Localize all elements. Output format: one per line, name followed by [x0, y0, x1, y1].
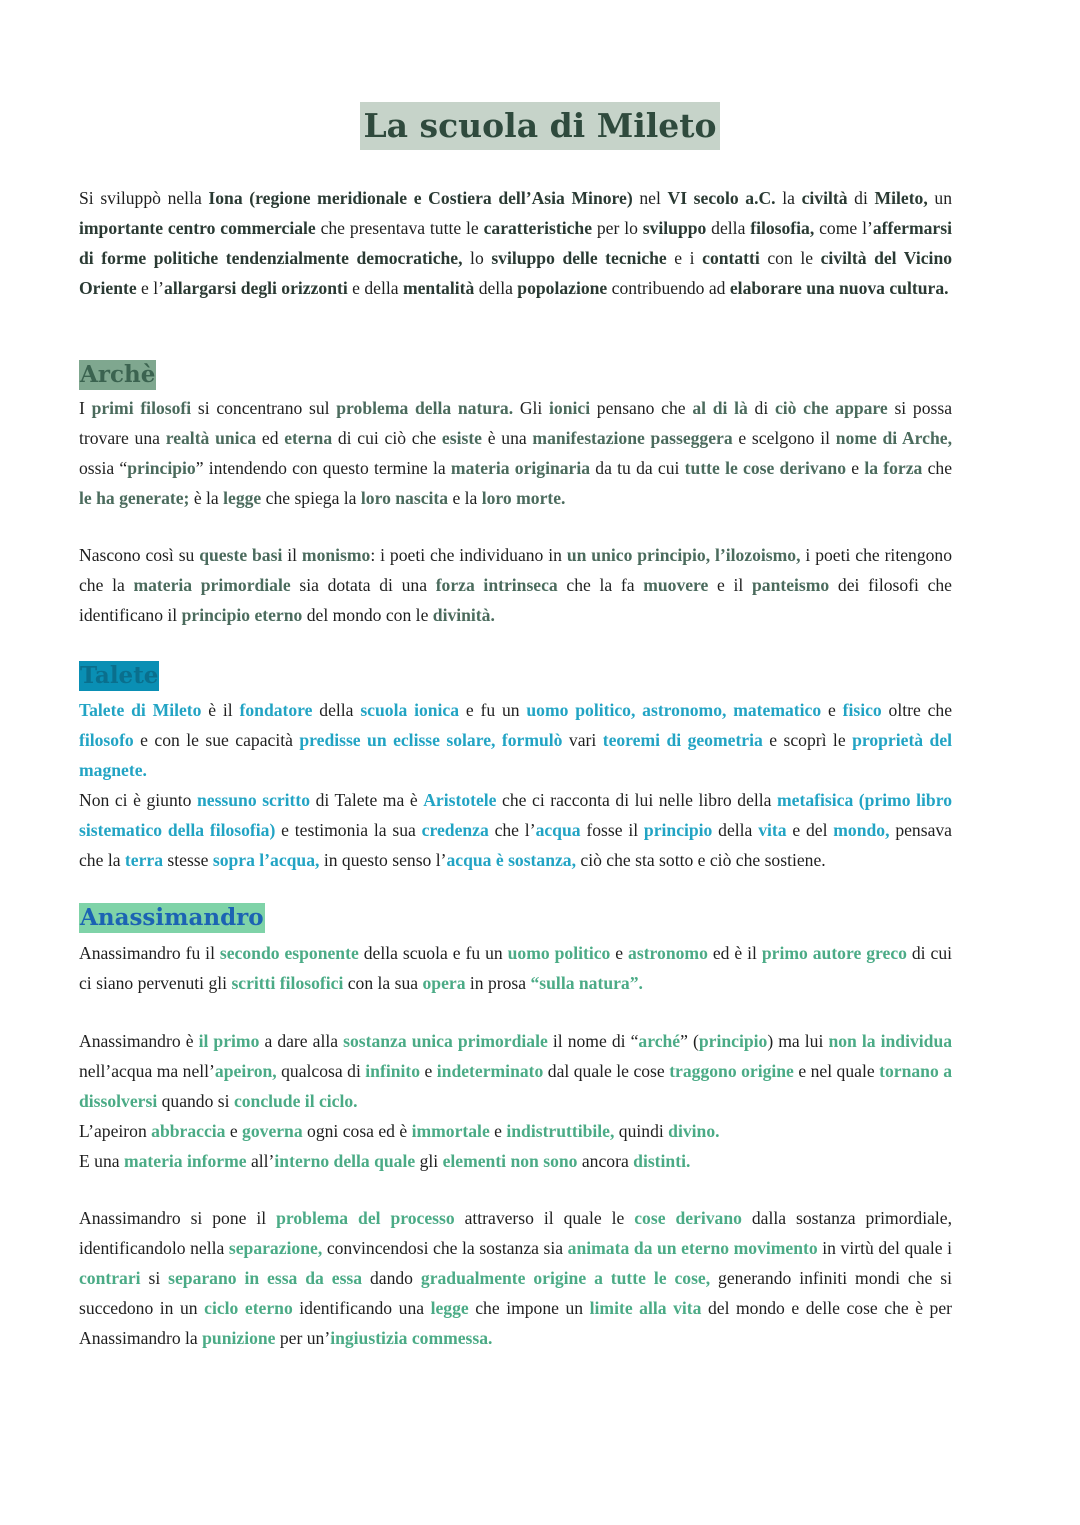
highlighted-term: acqua [535, 820, 581, 840]
text-run: : i poeti che individuano in [370, 545, 567, 565]
text-run: ) ma lui [767, 1031, 829, 1051]
highlighted-term: opera [422, 973, 466, 993]
highlighted-term: caratteristiche [483, 218, 593, 238]
highlighted-term: non la individua [828, 1031, 953, 1051]
highlighted-term: materia primordiale [133, 575, 291, 595]
text-run: che [922, 458, 953, 478]
highlighted-term: proprietà del magnete. [79, 730, 953, 780]
text-run: della [706, 218, 751, 238]
highlighted-term: nome di Arche, [835, 428, 952, 448]
text-run: Gli [513, 398, 550, 418]
highlighted-term: tornano a dissolversi [79, 1061, 952, 1111]
text-run: di cui ci siano pervenuti gli [79, 943, 953, 993]
text-run: e [489, 1121, 507, 1141]
text-run: e della [347, 278, 403, 298]
text-run: è una [481, 428, 533, 448]
highlighted-term: uomo politico, astronomo, matematico [526, 700, 822, 720]
arche-section-2 [79, 540, 952, 630]
text-run: di Talete ma è [310, 790, 424, 810]
text-run: a dare alla [259, 1031, 344, 1051]
text-run: quindi [614, 1121, 669, 1141]
text-run: di [847, 188, 875, 208]
text-run: che impone un [468, 1298, 590, 1318]
highlighted-term: sviluppo [642, 218, 707, 238]
text-run: si [140, 1268, 169, 1288]
highlighted-term: infinito [365, 1061, 421, 1081]
text-run: quando si [157, 1091, 234, 1111]
text-run: ogni cosa ed è [302, 1121, 412, 1141]
highlighted-term: realtà unica [165, 428, 257, 448]
text-run: e [821, 700, 843, 720]
highlighted-term: principio [698, 1031, 768, 1051]
highlighted-term: importante centro commerciale [79, 218, 316, 238]
text-run: in questo senso l’ [319, 850, 447, 870]
highlighted-term: teoremi di geometria [602, 730, 763, 750]
text-run: L’apeiron [79, 1121, 152, 1141]
highlighted-term: governa [242, 1121, 303, 1141]
text-run: ed è il [707, 943, 762, 963]
text-run: il [282, 545, 302, 565]
anassimandro-paragraph-2 [79, 1026, 952, 1116]
highlighted-term: divino. [668, 1121, 720, 1141]
text-run: con le [759, 248, 821, 268]
text-run: si possa trovare una [79, 398, 953, 448]
text-run: della [474, 278, 518, 298]
text-run: da tu da cui [590, 458, 685, 478]
highlighted-term: VI secolo a.C. [667, 188, 776, 208]
highlighted-term: elementi non sono [442, 1151, 578, 1171]
text-run: identificando una [292, 1298, 431, 1318]
text-run: Nascono così su [79, 545, 200, 565]
arche-paragraph-2 [79, 540, 952, 630]
highlighted-term: queste basi [199, 545, 283, 565]
text-run: ciò che sta sotto e ciò che sostiene. [576, 850, 826, 870]
highlighted-term: cose derivano [634, 1208, 742, 1228]
highlighted-term: formulò [501, 730, 563, 750]
text-run: I [79, 398, 92, 418]
highlighted-term: principio [643, 820, 713, 840]
text-run: qualcosa di [276, 1061, 366, 1081]
anassimandro-paragraph-3 [79, 1116, 952, 1146]
text-run: e i [666, 248, 703, 268]
highlighted-term: principio eterno [181, 605, 303, 625]
highlighted-term: filosofia, [750, 218, 815, 238]
highlighted-term: abbraccia [151, 1121, 226, 1141]
arche-paragraph-1 [79, 393, 952, 513]
text-run: di cui ciò che [332, 428, 442, 448]
highlighted-term: ingiustizia commessa. [330, 1328, 493, 1348]
highlighted-term: il primo [198, 1031, 260, 1051]
text-run: che spiega la [261, 488, 361, 508]
text-run: nell’acqua ma nell’ [79, 1061, 215, 1081]
section-heading-arche: Archè [80, 361, 156, 388]
text-run: un [927, 188, 952, 208]
text-run: ancora [577, 1151, 634, 1171]
text-run: e [610, 943, 629, 963]
anassimandro-section-3 [79, 1203, 952, 1353]
highlighted-term: manifestazione passeggera [532, 428, 733, 448]
text-run: dalla sostanza primordiale, identificandolo nella [79, 1208, 952, 1258]
highlighted-term: arché [638, 1031, 681, 1051]
highlighted-term: acqua è sostanza, [446, 850, 576, 870]
highlighted-term: primo autore greco [761, 943, 907, 963]
text-run: e scelgono il [732, 428, 836, 448]
highlighted-term: scritti filosofici [231, 973, 344, 993]
arche-section [79, 393, 952, 513]
text-run: la [775, 188, 802, 208]
text-run: ossia “ [79, 458, 128, 478]
text-run: sia dotata di una [290, 575, 436, 595]
text-run: in virtù del quale i [817, 1238, 953, 1258]
highlighted-term: la forza [864, 458, 923, 478]
highlighted-term: legge [223, 488, 262, 508]
text-run: è la [189, 488, 224, 508]
highlighted-term: allargarsi degli orizzonti [164, 278, 348, 298]
text-run: dal quale le cose [543, 1061, 670, 1081]
text-run: del mondo e delle cose che è per Anassimandro la [79, 1298, 953, 1348]
text-run: e il [708, 575, 752, 595]
text-run: che ci racconta di lui nelle libro della [496, 790, 778, 810]
highlighted-term: muovere [643, 575, 709, 595]
highlighted-term: separano in essa da essa [168, 1268, 363, 1288]
text-run: dei filosofi che identificano il [79, 575, 952, 625]
highlighted-term: fisico [842, 700, 882, 720]
highlighted-term: vita [758, 820, 787, 840]
highlighted-term: civiltà del Vicino Oriente [79, 248, 953, 298]
title-wrap [0, 102, 1080, 150]
text-run: che presentava tutte le [315, 218, 484, 238]
highlighted-term: monismo [301, 545, 371, 565]
text-run: Anassimandro fu il [79, 943, 220, 963]
text-run: e con le sue capacità [133, 730, 300, 750]
text-run: nel [632, 188, 668, 208]
text-run: generando infiniti mondi che si succedono in un [79, 1268, 952, 1318]
highlighted-term: distinti. [633, 1151, 691, 1171]
highlighted-term: legge [430, 1298, 469, 1318]
text-run: ed [256, 428, 285, 448]
highlighted-term: filosofo [79, 730, 134, 750]
highlighted-term: contrari [79, 1268, 141, 1288]
text-run: pensava che la [79, 820, 952, 870]
text-run: è il [201, 700, 240, 720]
text-run: all’ [246, 1151, 275, 1171]
page-title: La scuola di Mileto [360, 102, 719, 150]
highlighted-term: al di là [692, 398, 748, 418]
text-run: attraverso il quale le [454, 1208, 635, 1228]
text-run: oltre che [881, 700, 952, 720]
highlighted-term: Talete di Mileto [79, 700, 202, 720]
text-run: e nel quale [793, 1061, 880, 1081]
highlighted-term: conclude il ciclo. [233, 1091, 358, 1111]
text-run: e [225, 1121, 243, 1141]
text-run: ” intendendo con questo termine la [195, 458, 451, 478]
highlighted-term: predisse un eclisse solare, [299, 730, 496, 750]
text-run: pensano che [590, 398, 693, 418]
text-run: lo [462, 248, 492, 268]
highlighted-term: nessuno scritto [196, 790, 311, 810]
highlighted-term: astronomo [628, 943, 708, 963]
highlighted-term: separazione, [228, 1238, 323, 1258]
text-run: per un’ [275, 1328, 331, 1348]
text-run: del mondo con le [302, 605, 433, 625]
highlighted-term: indistruttibile, [506, 1121, 615, 1141]
highlighted-term: ionici [549, 398, 591, 418]
talete-paragraph-2 [79, 785, 952, 875]
text-run: convincendosi che la sostanza sia [322, 1238, 568, 1258]
highlighted-term: Iona [208, 188, 243, 208]
text-run: e testimonia la sua [275, 820, 422, 840]
highlighted-term: forza intrinseca [435, 575, 558, 595]
talete-paragraph-1 [79, 695, 952, 785]
highlighted-term: interno della quale [274, 1151, 416, 1171]
highlighted-term: materia informe [123, 1151, 247, 1171]
highlighted-term: indeterminato [436, 1061, 544, 1081]
section-heading-anassimandro: Anassimandro [80, 904, 264, 931]
text-run: che la fa [557, 575, 644, 595]
text-run: contribuendo ad [607, 278, 730, 298]
highlighted-term: materia originaria [450, 458, 591, 478]
highlighted-term: ciclo eterno [204, 1298, 293, 1318]
highlighted-term: ciò che appare [774, 398, 888, 418]
section-heading-talete: Talete [80, 662, 159, 689]
text-run: Anassimandro è [79, 1031, 199, 1051]
text-run: e del [786, 820, 834, 840]
highlighted-term: Aristotele [423, 790, 497, 810]
highlighted-term: secondo esponente [219, 943, 359, 963]
highlighted-term: limite alla vita [589, 1298, 702, 1318]
highlighted-term: popolazione [517, 278, 608, 298]
highlighted-term: contatti [702, 248, 760, 268]
text-run: di [747, 398, 775, 418]
text-run: come l’ [814, 218, 873, 238]
highlighted-term: problema del processo [276, 1208, 455, 1228]
highlighted-term: sviluppo delle tecniche [491, 248, 667, 268]
text-run: gli [415, 1151, 443, 1171]
highlighted-term: divinità. [432, 605, 495, 625]
text-run: i poeti che ritengono che la [79, 545, 953, 595]
text-run: e fu un [459, 700, 527, 720]
text-run: E una [79, 1151, 124, 1171]
highlighted-term: mondo, [833, 820, 890, 840]
highlighted-term: (regione meridionale e Costiera dell’Asia Minore) [249, 188, 633, 208]
anassimandro-section [79, 938, 952, 998]
highlighted-term: civiltà [801, 188, 848, 208]
text-run: il nome di “ [547, 1031, 639, 1051]
text-run: e scoprì le [762, 730, 853, 750]
highlighted-term: loro morte. [481, 488, 566, 508]
highlighted-term: le ha generate; [79, 488, 190, 508]
highlighted-term: immortale [411, 1121, 490, 1141]
highlighted-term: “sulla natura”. [530, 973, 643, 993]
highlighted-term: sopra l’acqua, [212, 850, 320, 870]
text-run: che l’ [488, 820, 536, 840]
text-run: ” ( [680, 1031, 699, 1051]
highlighted-term: terra [124, 850, 164, 870]
text-run: della [712, 820, 759, 840]
highlighted-term: elaborare una nuova cultura. [729, 278, 949, 298]
text-run: con la sua [343, 973, 423, 993]
highlighted-term: Mileto, [874, 188, 928, 208]
text-run: della scuola e fu un [358, 943, 508, 963]
highlighted-term: apeiron, [214, 1061, 277, 1081]
text-run: Non ci è giunto [79, 790, 197, 810]
text-run: stesse [163, 850, 213, 870]
highlighted-term: gradualmente origine a tutte le cose, [420, 1268, 711, 1288]
intro-paragraph [79, 183, 952, 303]
anassimandro-paragraph-4 [79, 1146, 952, 1176]
highlighted-term: fondatore [239, 700, 313, 720]
highlighted-term: animata da un eterno movimento [567, 1238, 818, 1258]
talete-section [79, 695, 952, 875]
highlighted-term: della filosofia) [162, 820, 276, 840]
highlighted-term: eterna [284, 428, 333, 448]
highlighted-term: metafisica (primo libro sistematico [79, 790, 952, 840]
highlighted-term: credenza [421, 820, 489, 840]
intro-section [79, 183, 952, 303]
text-run: e l’ [136, 278, 165, 298]
highlighted-term: loro nascita [360, 488, 449, 508]
text-run: e [420, 1061, 437, 1081]
text-run: Anassimandro si pone il [79, 1208, 277, 1228]
text-run: e la [448, 488, 482, 508]
anassimandro-paragraph-1 [79, 938, 952, 998]
highlighted-term: esiste [441, 428, 482, 448]
text-run: della [312, 700, 361, 720]
text-run: si concentrano sul [191, 398, 337, 418]
text-run: e [846, 458, 865, 478]
highlighted-term: primi filosofi [91, 398, 192, 418]
highlighted-term: mentalità [402, 278, 475, 298]
text-run: dando [362, 1268, 421, 1288]
highlighted-term: un unico principio, l’ilozoismo, [566, 545, 801, 565]
text-run: Si sviluppò nella [79, 188, 209, 208]
highlighted-term: punizione [202, 1328, 276, 1348]
text-run: fosse il [580, 820, 644, 840]
text-run: in prosa [465, 973, 531, 993]
highlighted-term: traggono origine [669, 1061, 794, 1081]
text-run: per lo [592, 218, 643, 238]
highlighted-term: principio [127, 458, 196, 478]
highlighted-term: tutte le cose derivano [684, 458, 847, 478]
anassimandro-section-2 [79, 1026, 952, 1176]
highlighted-term: scuola ionica [360, 700, 460, 720]
anassimandro-paragraph-5 [79, 1203, 952, 1353]
highlighted-term: panteismo [752, 575, 830, 595]
highlighted-term: affermarsi di forme politiche tendenzialmente democratiche, [79, 218, 952, 268]
highlighted-term: problema della natura. [336, 398, 514, 418]
highlighted-term: sostanza unica primordiale [343, 1031, 548, 1051]
highlighted-term: uomo politico [507, 943, 611, 963]
text-run: vari [562, 730, 603, 750]
